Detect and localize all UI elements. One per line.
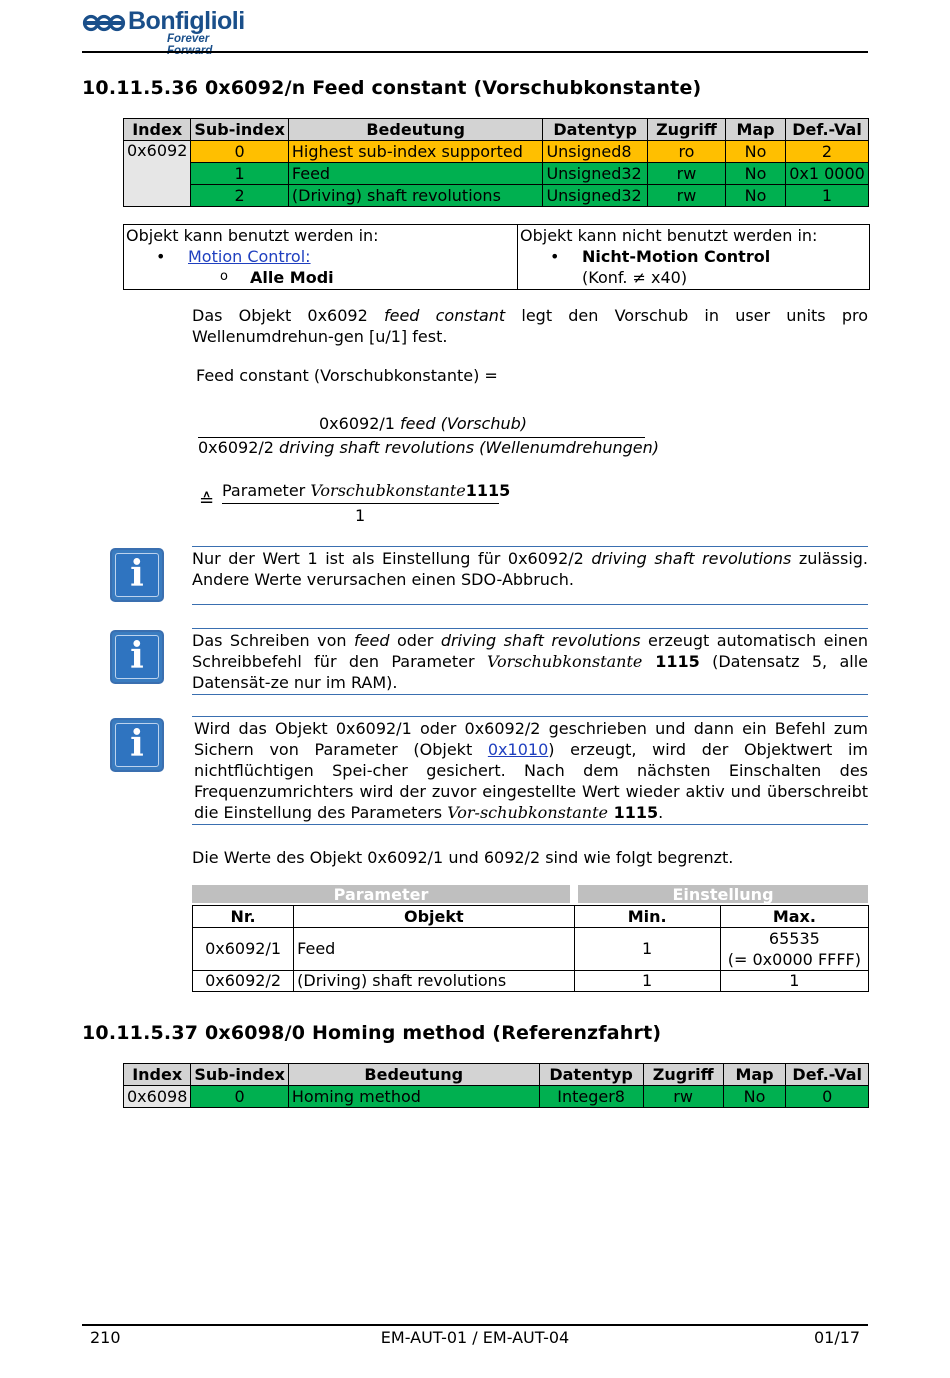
footer-rule bbox=[82, 1324, 868, 1326]
text-italic: driving shaft revolutions bbox=[591, 549, 792, 568]
table-row bbox=[193, 928, 869, 971]
bullet-icon: • bbox=[550, 247, 560, 266]
subindex-cell: 2 bbox=[191, 185, 289, 207]
col-meaning: Bedeutung bbox=[288, 1064, 539, 1086]
parameter-name: Vorschubkonstante bbox=[486, 652, 643, 671]
fraction-line bbox=[222, 503, 499, 504]
object-1010-link[interactable]: 0x1010 bbox=[487, 740, 549, 759]
default-cell: 0 bbox=[786, 1086, 869, 1108]
section-title-6098: 10.11.5.37 0x6098/0 Homing method (Referenzfahrt) bbox=[82, 1022, 662, 1044]
min-cell: 1 bbox=[574, 928, 720, 971]
usage-cannot-note: (Konf. ≠ x40) bbox=[582, 268, 688, 287]
datatype-cell: Integer8 bbox=[539, 1086, 643, 1108]
col-min: Min. bbox=[574, 906, 720, 928]
text: (Datensatz 5, alle Datensät-ze nur im RAM). bbox=[192, 652, 869, 692]
usage-cannot-item: Nicht-Motion Control bbox=[582, 247, 771, 266]
motion-control-link[interactable]: Motion Control: bbox=[188, 247, 311, 266]
map-cell: No bbox=[723, 1086, 786, 1108]
brand-name: Bonfiglioli bbox=[128, 7, 245, 35]
table-row bbox=[124, 141, 869, 163]
col-access: Zugriff bbox=[643, 1064, 723, 1086]
info-icon: i bbox=[110, 718, 164, 772]
text-italic: driving shaft revolutions bbox=[440, 631, 641, 650]
col-subindex: Sub-index bbox=[191, 119, 289, 141]
nr-cell: 0x6092/1 bbox=[193, 928, 294, 971]
max-cell bbox=[720, 928, 868, 971]
access-cell: rw bbox=[647, 185, 725, 207]
usage-can-subitem: Alle Modi bbox=[250, 268, 334, 287]
header-rule bbox=[82, 51, 868, 53]
access-cell: rw bbox=[647, 163, 725, 185]
table-row bbox=[124, 185, 869, 207]
table-row bbox=[124, 163, 869, 185]
note-rule bbox=[192, 824, 868, 825]
col-subindex: Sub-index bbox=[191, 1064, 289, 1086]
default-cell: 0x1 0000 bbox=[786, 163, 869, 185]
access-cell: rw bbox=[643, 1086, 723, 1108]
note-rule bbox=[192, 604, 868, 605]
col-object: Objekt bbox=[294, 906, 574, 928]
info-icon: i bbox=[110, 548, 164, 602]
text: Das Schreiben von bbox=[192, 631, 355, 650]
limits-table bbox=[192, 905, 869, 992]
index-cell: 0x6098 bbox=[124, 1086, 191, 1108]
datatype-cell: Unsigned8 bbox=[543, 141, 647, 163]
table-row bbox=[124, 1086, 869, 1108]
default-cell: 2 bbox=[786, 141, 869, 163]
text: oder bbox=[389, 631, 441, 650]
col-max: Max. bbox=[720, 906, 868, 928]
nr-cell: 0x6092/2 bbox=[193, 971, 294, 992]
object-table-6092 bbox=[123, 118, 869, 207]
text: zulässig. Andere Werte verursachen einen SDO-Abbruch. bbox=[192, 549, 869, 589]
usage-cannot-title: Objekt kann nicht benutzt werden in: bbox=[520, 226, 818, 245]
brand-tagline: Forever bbox=[167, 33, 210, 45]
text-italic: driving shaft revolutions (Wellenumdrehungen) bbox=[279, 438, 660, 457]
col-meaning: Bedeutung bbox=[288, 119, 543, 141]
index-cell: 0x6092 bbox=[124, 141, 191, 207]
doc-id: EM-AUT-01 / EM-AUT-04 bbox=[380, 1328, 570, 1347]
note-3 bbox=[194, 718, 868, 823]
corresponds-icon: ≙ bbox=[199, 490, 215, 511]
meaning-cell: (Driving) shaft revolutions bbox=[288, 185, 543, 207]
note-rule bbox=[192, 694, 868, 695]
text: . bbox=[658, 803, 664, 822]
map-cell: No bbox=[726, 185, 786, 207]
text-italic: feed constant bbox=[383, 306, 506, 325]
subindex-cell: 0 bbox=[191, 1086, 289, 1108]
min-cell: 1 bbox=[574, 971, 720, 992]
text: 0x6092/1 bbox=[319, 414, 401, 433]
formula-numerator bbox=[319, 414, 527, 433]
map-cell: No bbox=[726, 141, 786, 163]
col-datatype: Datentyp bbox=[539, 1064, 643, 1086]
datatype-cell: Unsigned32 bbox=[543, 163, 647, 185]
meaning-cell: Homing method bbox=[288, 1086, 539, 1108]
meaning-cell: Highest sub-index supported bbox=[288, 141, 543, 163]
col-map: Map bbox=[723, 1064, 786, 1086]
access-cell: ro bbox=[647, 141, 725, 163]
parameter-name: Vorschubkonstante bbox=[310, 481, 466, 500]
parameter-number: 1115 bbox=[465, 481, 511, 500]
parameter-number: 1115 bbox=[642, 652, 700, 671]
col-datatype: Datentyp bbox=[543, 119, 647, 141]
max-hex: (= 0x0000 FFFF) bbox=[727, 950, 861, 969]
formula-param-denominator: 1 bbox=[355, 506, 366, 525]
text: Nur der Wert 1 ist als Einstellung für 0x6092/2 bbox=[192, 549, 592, 568]
text: legt den Vorschub in user units pro Wellenumdrehun-gen [u/1] fest. bbox=[192, 306, 868, 346]
brand-logo bbox=[82, 8, 252, 48]
note-rule bbox=[192, 546, 868, 547]
subindex-cell: 0 bbox=[191, 141, 289, 163]
bullet-icon: • bbox=[156, 247, 166, 266]
col-default: Def.-Val bbox=[786, 119, 869, 141]
col-default: Def.-Val bbox=[786, 1064, 869, 1086]
col-access: Zugriff bbox=[647, 119, 725, 141]
text: erzeugt automatisch einen Schreibbefehl für den Parameter bbox=[192, 631, 869, 671]
logo-mark-icon bbox=[82, 10, 126, 36]
note-rule bbox=[192, 628, 868, 629]
info-icon: i bbox=[110, 630, 164, 684]
parameter-name: Vor-schubkonstante bbox=[447, 803, 608, 822]
note-2 bbox=[192, 630, 868, 693]
intro-paragraph bbox=[192, 305, 868, 347]
col-map: Map bbox=[726, 119, 786, 141]
max-value: 65535 bbox=[768, 929, 820, 948]
band-parameter: Parameter bbox=[192, 885, 570, 903]
map-cell: No bbox=[726, 163, 786, 185]
table-row bbox=[193, 971, 869, 992]
text: Wird das Objekt 0x6092/1 oder 0x6092/2 geschrieben und dann ein Befehl zum Sichern von Parameter (Objekt bbox=[194, 719, 868, 759]
max-cell: 1 bbox=[720, 971, 868, 992]
col-index: Index bbox=[124, 1064, 191, 1086]
usage-box bbox=[123, 224, 870, 290]
col-index: Index bbox=[124, 119, 191, 141]
limits-intro: Die Werte des Objekt 0x6092/1 und 6092/2 sind wie folgt begrenzt. bbox=[192, 848, 734, 867]
circle-bullet-icon: o bbox=[220, 269, 228, 284]
page-number: 210 bbox=[90, 1328, 121, 1347]
subindex-cell: 1 bbox=[191, 163, 289, 185]
formula-param-numerator bbox=[222, 481, 510, 500]
default-cell: 1 bbox=[786, 185, 869, 207]
text: Das Objekt 0x6092 bbox=[192, 306, 384, 325]
doc-date: 01/17 bbox=[814, 1328, 861, 1347]
datatype-cell: Unsigned32 bbox=[543, 185, 647, 207]
note-1 bbox=[192, 548, 868, 590]
text-italic: feed bbox=[354, 631, 390, 650]
formula-lhs: Feed constant (Vorschubkonstante) = bbox=[196, 366, 498, 385]
meaning-cell: Feed bbox=[288, 163, 543, 185]
text: Parameter bbox=[222, 481, 311, 500]
section-title-6092: 10.11.5.36 0x6092/n Feed constant (Vorschubkonstante) bbox=[82, 77, 702, 99]
object-cell: (Driving) shaft revolutions bbox=[294, 971, 574, 992]
usage-divider bbox=[517, 225, 518, 289]
text-italic: feed (Vorschub) bbox=[400, 414, 528, 433]
text: 0x6092/2 bbox=[198, 438, 280, 457]
parameter-number: 1115 bbox=[608, 803, 659, 822]
text: ) erzeugt, wird der Objektwert im nichtflüchtigen Spei-cher gesichert. Nach dem nächsten Einschalten des Frequenzumrichters wird der zuvor eingestellte Wert wieder aktiv und überschreibt die Einstellung des Parameters bbox=[194, 740, 868, 822]
col-nr: Nr. bbox=[193, 906, 294, 928]
object-table-6098 bbox=[123, 1063, 869, 1108]
usage-can-title: Objekt kann benutzt werden in: bbox=[126, 226, 379, 245]
object-cell: Feed bbox=[294, 928, 574, 971]
formula-denominator bbox=[198, 438, 659, 457]
band-setting: Einstellung bbox=[578, 885, 868, 903]
note-rule bbox=[192, 716, 868, 717]
